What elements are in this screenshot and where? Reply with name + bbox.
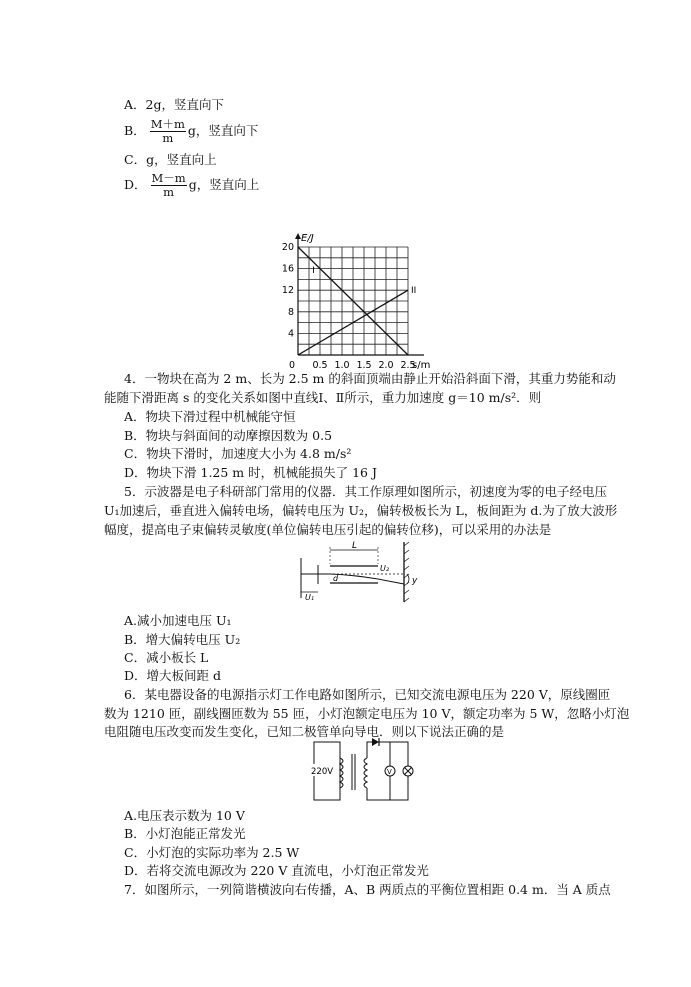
y-axis-label: E/J xyxy=(301,233,314,244)
q5-option-a: A.减小加速电压 U₁ xyxy=(124,613,232,628)
q6-option-b: B．小灯泡能正常发光 xyxy=(124,826,246,841)
q4-option-a: A．物块下滑过程中机械能守恒 xyxy=(124,409,296,424)
option-letter: D． xyxy=(124,177,147,192)
q4-stem-line-1: 4．一物块在高为 2 m、长为 2.5 m 的斜面顶端由静止开始沿斜面下滑，其重力势能和动 xyxy=(124,371,616,386)
x-axis-label: s/m xyxy=(412,360,431,371)
x-tick-label: 0 xyxy=(288,360,296,371)
q3-option-d xyxy=(124,172,259,199)
q5-option-b: B．增大偏转电压 U₂ xyxy=(124,632,241,647)
q3-option-c xyxy=(124,152,217,168)
option-text: 2g，竖直向下 xyxy=(145,97,224,112)
label-y: y xyxy=(412,576,418,586)
q3-option-b xyxy=(124,118,258,145)
source-voltage-label: 220V xyxy=(311,767,334,777)
fraction-numerator: M－m xyxy=(151,171,186,185)
q7-stem-line-1: 7．如图所示，一列简谐横波向右传播，A、B 两质点的平衡位置相距 0.4 m．当 A 质点 xyxy=(124,882,611,897)
q5-stem-line-2: U₁加速后，垂直进入偏转电场，偏转电压为 U₂，偏转极板长为 L，板间距为 d.为了放大波形 xyxy=(104,503,618,518)
series-label: II xyxy=(411,286,417,297)
q4-option-b: B．物块与斜面间的动摩擦因数为 0.5 xyxy=(124,428,333,443)
q5-stem-line-1: 5．示波器是电子科研部门常用的仪器．其工作原理如图所示，初速度为零的电子经电压 xyxy=(124,484,607,499)
y-tick-label: 16 xyxy=(281,263,294,275)
y-tick-label: 20 xyxy=(281,242,294,253)
transformer-circuit-diagram xyxy=(300,736,430,806)
x-tick-label: 2.5 xyxy=(400,360,416,371)
q5-option-c: C．减小板长 L xyxy=(124,650,209,665)
energy-distance-chart xyxy=(268,222,448,372)
fraction-denominator: m xyxy=(162,131,174,145)
q6-stem-line-1: 6．某电器设备的电源指示灯工作电路如图所示，已知交流电源电压为 220 V，原线圈匝 xyxy=(124,687,611,702)
x-tick-label: 0.5 xyxy=(312,360,328,371)
q5-stem-line-3: 幅度，提高电子束偏转灵敏度(单位偏转电压引起的偏转位移)，可以采用的办法是 xyxy=(104,522,552,537)
q6-stem-line-3: 电阻随电压改变而发生变化，已知二极管单向导电．则以下说法正确的是 xyxy=(104,724,505,739)
q4-option-c: C．物块下滑时，加速度大小为 4.8 m/s² xyxy=(124,446,352,461)
fraction-denominator: m xyxy=(163,185,175,199)
label-U2: U₂ xyxy=(380,564,390,573)
label-L: L xyxy=(352,541,358,551)
option-letter: B． xyxy=(124,123,146,138)
q4-stem-line-2: 能随下滑距离 s 的变化关系如图中直线Ⅰ、Ⅱ所示，重力加速度 g＝10 m/s²．则 xyxy=(104,390,542,405)
option-letter: C． xyxy=(124,152,147,167)
q6-option-a: A.电压表示数为 10 V xyxy=(124,808,245,823)
oscilloscope-diagram xyxy=(294,538,424,604)
q5-option-d: D．增大板间距 d xyxy=(124,668,221,683)
q6-option-c: C．小灯泡的实际功率为 2.5 W xyxy=(124,845,300,860)
label-U1: U₁ xyxy=(305,593,315,602)
q4-option-d: D．物块下滑 1.25 m 时，机械能损失了 16 J xyxy=(124,465,377,480)
voltmeter-label: V xyxy=(387,768,392,776)
option-letter: A． xyxy=(124,97,146,112)
y-tick-label: 12 xyxy=(281,285,294,297)
y-tick-label: 8 xyxy=(287,306,294,318)
q3-option-a xyxy=(124,97,224,113)
x-tick-label: 2.0 xyxy=(378,360,394,371)
fraction xyxy=(151,172,187,199)
fraction xyxy=(150,118,186,145)
q6-option-d: D．若将交流电源改为 220 V 直流电，小灯泡正常发光 xyxy=(124,863,429,878)
q6-stem-line-2: 数为 1210 匝，副线圈匝数为 55 匝，小灯泡额定电压为 10 V，额定功率为 5 W，忽略小灯泡 xyxy=(104,706,630,721)
option-text: g，竖直向下 xyxy=(187,123,259,138)
option-text: g，竖直向上 xyxy=(188,177,260,192)
fraction-numerator: M＋m xyxy=(150,117,185,131)
label-d: d xyxy=(333,574,339,583)
x-tick-label: 1.0 xyxy=(334,360,350,371)
x-tick-label: 1.5 xyxy=(356,360,372,371)
option-text: g，竖直向上 xyxy=(146,152,217,167)
chart-axes xyxy=(295,233,424,355)
screen-hatching xyxy=(404,542,409,602)
y-tick-label: 4 xyxy=(287,328,294,340)
diode-icon xyxy=(372,738,379,746)
secondary-coil xyxy=(364,758,367,788)
series-label: I xyxy=(312,265,315,276)
